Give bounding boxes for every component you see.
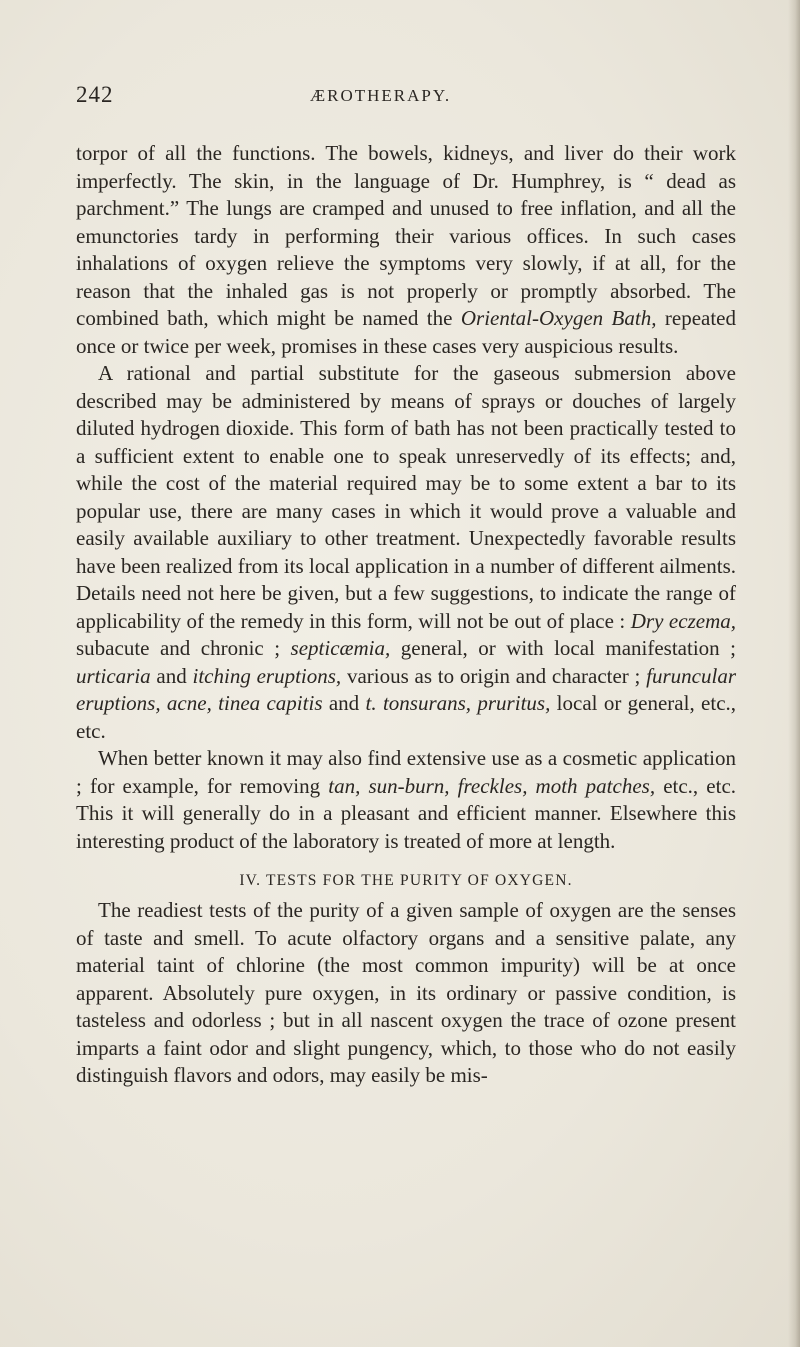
paragraph-text: local or general, etc., etc. [76,691,737,743]
paragraph-text: torpor of all the functions. The bowels, kidneys, and liver do their work imperfectly. The skin, in the language of Dr. Humphrey, is “ dead as parchment.” The lungs are cramped and unused to free inflation, and all the emunctories tardy in performing their various offices. In such cases inhalations of oxygen relieve the symptoms very slowly, if at all, for the reason that the inhaled gas is not properly or promptly absorbed. The combined bath, which might be named the [76,141,736,330]
paragraph [76,360,736,745]
paragraph [76,140,736,360]
page-number: 242 [76,82,114,107]
section-heading: IV. TESTS FOR THE PURITY OF OXYGEN. [239,872,573,889]
running-head [0,82,800,112]
paragraph-text: and [150,663,193,688]
italic-term: septicæmia, [290,636,391,660]
italic-term: Oriental-Oxygen Bath, [460,306,657,330]
paragraph [76,897,736,1090]
paragraph-text: various as to origin and character ; [341,663,647,688]
paragraph [76,745,736,855]
italic-term: itching eruptions, [192,663,342,688]
italic-term: furuncular eruptions, acne, tinea capitis [76,663,736,715]
italic-term: t. tonsurans, pruritus, [365,691,551,715]
paragraph-text: and [322,691,366,715]
italic-term: Dry eczema, [630,608,736,633]
italic-term: urticaria [76,663,151,688]
body-text [76,140,736,1090]
paragraph-text: etc., etc. This it will generally do in a pleasant and efficient manner. Elsewhere this interesting product of the laboratory is treated of more at length. [76,773,737,853]
running-title: ÆROTHERAPY. [310,86,452,105]
paragraph-text: subacute and chronic ; [76,636,291,660]
paragraph-text: The readiest tests of the purity of a given sample of oxygen are the senses of taste and smell. To acute olfactory organs and a sensitive palate, any material taint of chlorine (the most common impurity) will be at once apparent. Absolutely pure oxygen, in its ordinary or passive condition, is tasteless and odorless ; but in all nascent oxygen the trace of ozone present imparts a faint odor and slight pungency, which, to those who do not easily distinguish flavors and odors, may easily be mis- [76,898,736,1087]
page-edge-shadow [788,0,800,1347]
italic-term: tan, sun-burn, freckles, moth patches, [328,773,656,798]
paragraph-text: When better known it may also find extensive use as a cosmetic application ; for example, for removing [76,746,736,798]
paragraph-text: A rational and partial substitute for the gaseous submersion above described may be administered by means of sprays or douches of largely diluted hydrogen dioxide. This form of bath has not been practically tested to a sufficient extent to enable one to speak unreservedly of its effects; and, while the cost of the material required may be to some extent a bar to its popular use, there are many cases in which it would prove a valuable and easily available auxiliary to other treatment. Unexpectedly favorable results have been realized from its local application in a number of different ailments. Details need not here be given, but a few suggestions, to indicate the range of applicability of the remedy in this form, will not be out of place : [76,361,736,633]
paragraph-text: general, or with local manifestation ; [390,636,736,660]
paragraph-text: repeated once or twice per week, promises in these cases very auspicious results. [76,306,736,358]
